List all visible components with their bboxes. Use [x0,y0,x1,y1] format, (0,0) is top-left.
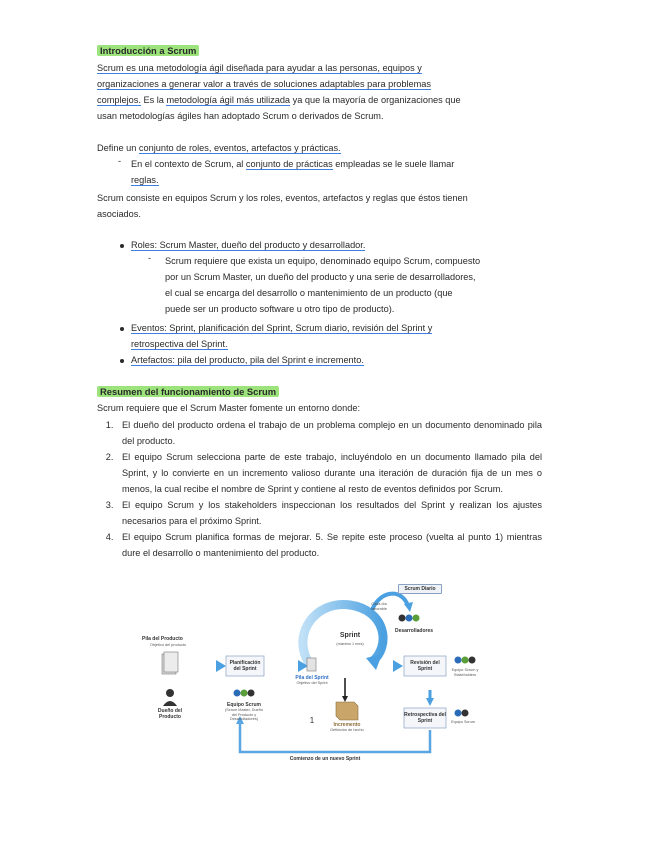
dev-team-icon [399,615,406,622]
revision-label: Revisión del Sprint [410,660,440,672]
comienzo-label: Comienzo de un nuevo Sprint [289,756,361,762]
summary-step: 3. El equipo Scrum y los stakeholders inspeccionan los resultados del Sprint y realizan los ajustes necesarios para el próximo Sprint. [116,497,542,529]
person-icon [166,689,174,697]
dash-marker: - [148,253,152,263]
incremento-sub: Definición de hecho [330,728,364,732]
artefactos-text: Artefactos: pila del producto, pila del Sprint e incremento. [131,355,364,365]
retro-team-icon [455,710,462,717]
define-line-2 [97,190,523,222]
define-line-1 [97,140,523,156]
team-icon [248,690,255,697]
intro-line-3d: ya que la mayoría de organizaciones que [290,95,461,105]
bullet-roles [120,244,124,248]
intro-paragraph [97,60,523,124]
sprint-backlog-icon [307,658,316,671]
review-team-icon [469,657,476,664]
bullet-artefactos [120,359,124,363]
artefactos-item [131,352,523,368]
roles-sub-2: por un Scrum Master, un dueño del producto y una serie de desarrolladores, [165,272,476,282]
team-icon [241,690,248,697]
intro-line-3a: complejos. [97,95,141,105]
person-icon-body [163,701,177,706]
flow-arrowhead-3 [393,660,403,672]
dev-team-icon [406,615,413,622]
scrum-diario-label: Scrum Diario [398,584,442,594]
team-icon [234,690,241,697]
bullet-eventos [120,327,124,331]
define-line-2-text: Scrum consiste en equipos Scrum y los roles, eventos, artefactos y reglas que éstos tienen [97,193,468,203]
summary-heading-highlight: Resumen del funcionamiento de Scrum [97,386,279,397]
eventos-item [131,320,523,352]
equipo-scrum-2-label: Equipo Scrum [451,720,475,724]
document-icon [164,652,178,672]
intro-line-3c: metodología ágil más utilizada [166,95,291,105]
roles-sub-4: puede ser un producto software u otro tipo de producto). [165,304,395,314]
summary-step: 4. El equipo Scrum planifica formas de mejorar. 5. Se repite este proceso (vuelta al punto 1) mientras dure el desarrollo o mantenimiento del producto. [116,529,542,561]
define-subitem [131,156,523,188]
define-sub-2: reglas. [131,175,159,185]
roles-text: Roles: Scrum Master, dueño del producto y desarrollador. [131,240,366,250]
intro-line-3b: Es la [140,95,167,105]
summary-intro-text: Scrum requiere que el Scrum Master fomente un entorno donde: [97,403,361,413]
sprint-sub-label: (máximo 1 mes) [336,642,364,646]
summary-step: 1. El dueño del producto ordena el trabajo de un problema complejo en un documento denominado pila del producto. [116,417,542,449]
cada-dia-label: Cada día laborable [371,602,387,611]
pila-producto-label: Pila del Producto [142,636,183,642]
equipo-scrum-sub: (Scrum Master, Dueño del Producto y Desarrolladores) [225,708,263,722]
incremento-box-icon [336,702,358,720]
intro-heading [97,44,199,58]
retro-team-icon [462,710,469,717]
define-line-1a: Define un [97,143,139,153]
roles-subitem [165,253,523,317]
down-arrowhead [426,698,434,706]
equipo-stakeholders-label: Equipo Scrum y Stakeholders [451,668,479,677]
define-line-1b: conjunto de roles, eventos, artefactos y prácticas. [138,143,341,153]
roles-item [131,237,523,253]
define-sub-1a: En el contexto de Scrum, al [131,159,246,169]
desarrolladores-label: Desarrolladores [394,628,434,634]
retrospectiva-label: Retrospectiva del Sprint [404,712,446,724]
planificacion-label: Planificación del Sprint [229,660,261,672]
eventos-line-1: Eventos: Sprint, planificación del Sprint, Scrum diario, revisión del Sprint y [131,323,433,333]
summary-steps-list [97,417,542,561]
roles-sub-3: el cual se encarga del desarrollo o mantenimiento de un producto (que [165,288,453,298]
define-sub-1c: empleadas se le suele llamar [332,159,455,169]
incremento-label: Incremento [333,722,361,728]
scrum-process-diagram [140,580,500,770]
intro-line-2: organizaciones a generar valor a través de soluciones adaptables para problemas [97,79,432,89]
define-sub-1b: conjunto de prácticas [245,159,333,169]
review-team-icon [462,657,469,664]
dev-team-icon [413,615,420,622]
summary-heading [97,385,279,399]
eventos-line-2: retrospectiva del Sprint. [131,339,228,349]
pila-sprint-label: Pila del Sprint [295,675,329,681]
dueno-label: Dueño del Producto [157,708,183,720]
summary-step: 2. El equipo Scrum selecciona parte de este trabajo, incluyéndolo en un documento llamado pila del Sprint, y lo convierte en un incremento valioso durante una iteración de duración fija de un mes o menos, la cual recibe el nombre de Sprint y contiene al resto de eventos definidos por Scrum. [116,449,542,497]
dash-marker: - [118,156,122,166]
incremento-connector-head [342,696,348,702]
roles-sub-1: Scrum requiere que exista un equipo, denominado equipo Scrum, compuesto [165,256,481,266]
summary-intro [97,400,523,416]
step-number: 1 [309,716,315,725]
define-line-3-text: asociados. [97,209,141,219]
intro-heading-highlight: Introducción a Scrum [97,45,199,56]
pila-producto-sub: Objetivo del producto [150,643,186,647]
pila-sprint-sub: Objetivo del Sprint [296,681,328,685]
sprint-label: Sprint [339,632,361,639]
equipo-scrum-label: Equipo Scrum [227,702,261,708]
review-team-icon [455,657,462,664]
intro-line-1: Scrum es una metodología ágil diseñada para ayudar a las personas, equipos y [97,63,422,73]
flow-arrowhead-1 [216,660,226,672]
intro-line-4: usan metodologías ágiles han adoptado Scrum o derivados de Scrum. [97,111,384,121]
